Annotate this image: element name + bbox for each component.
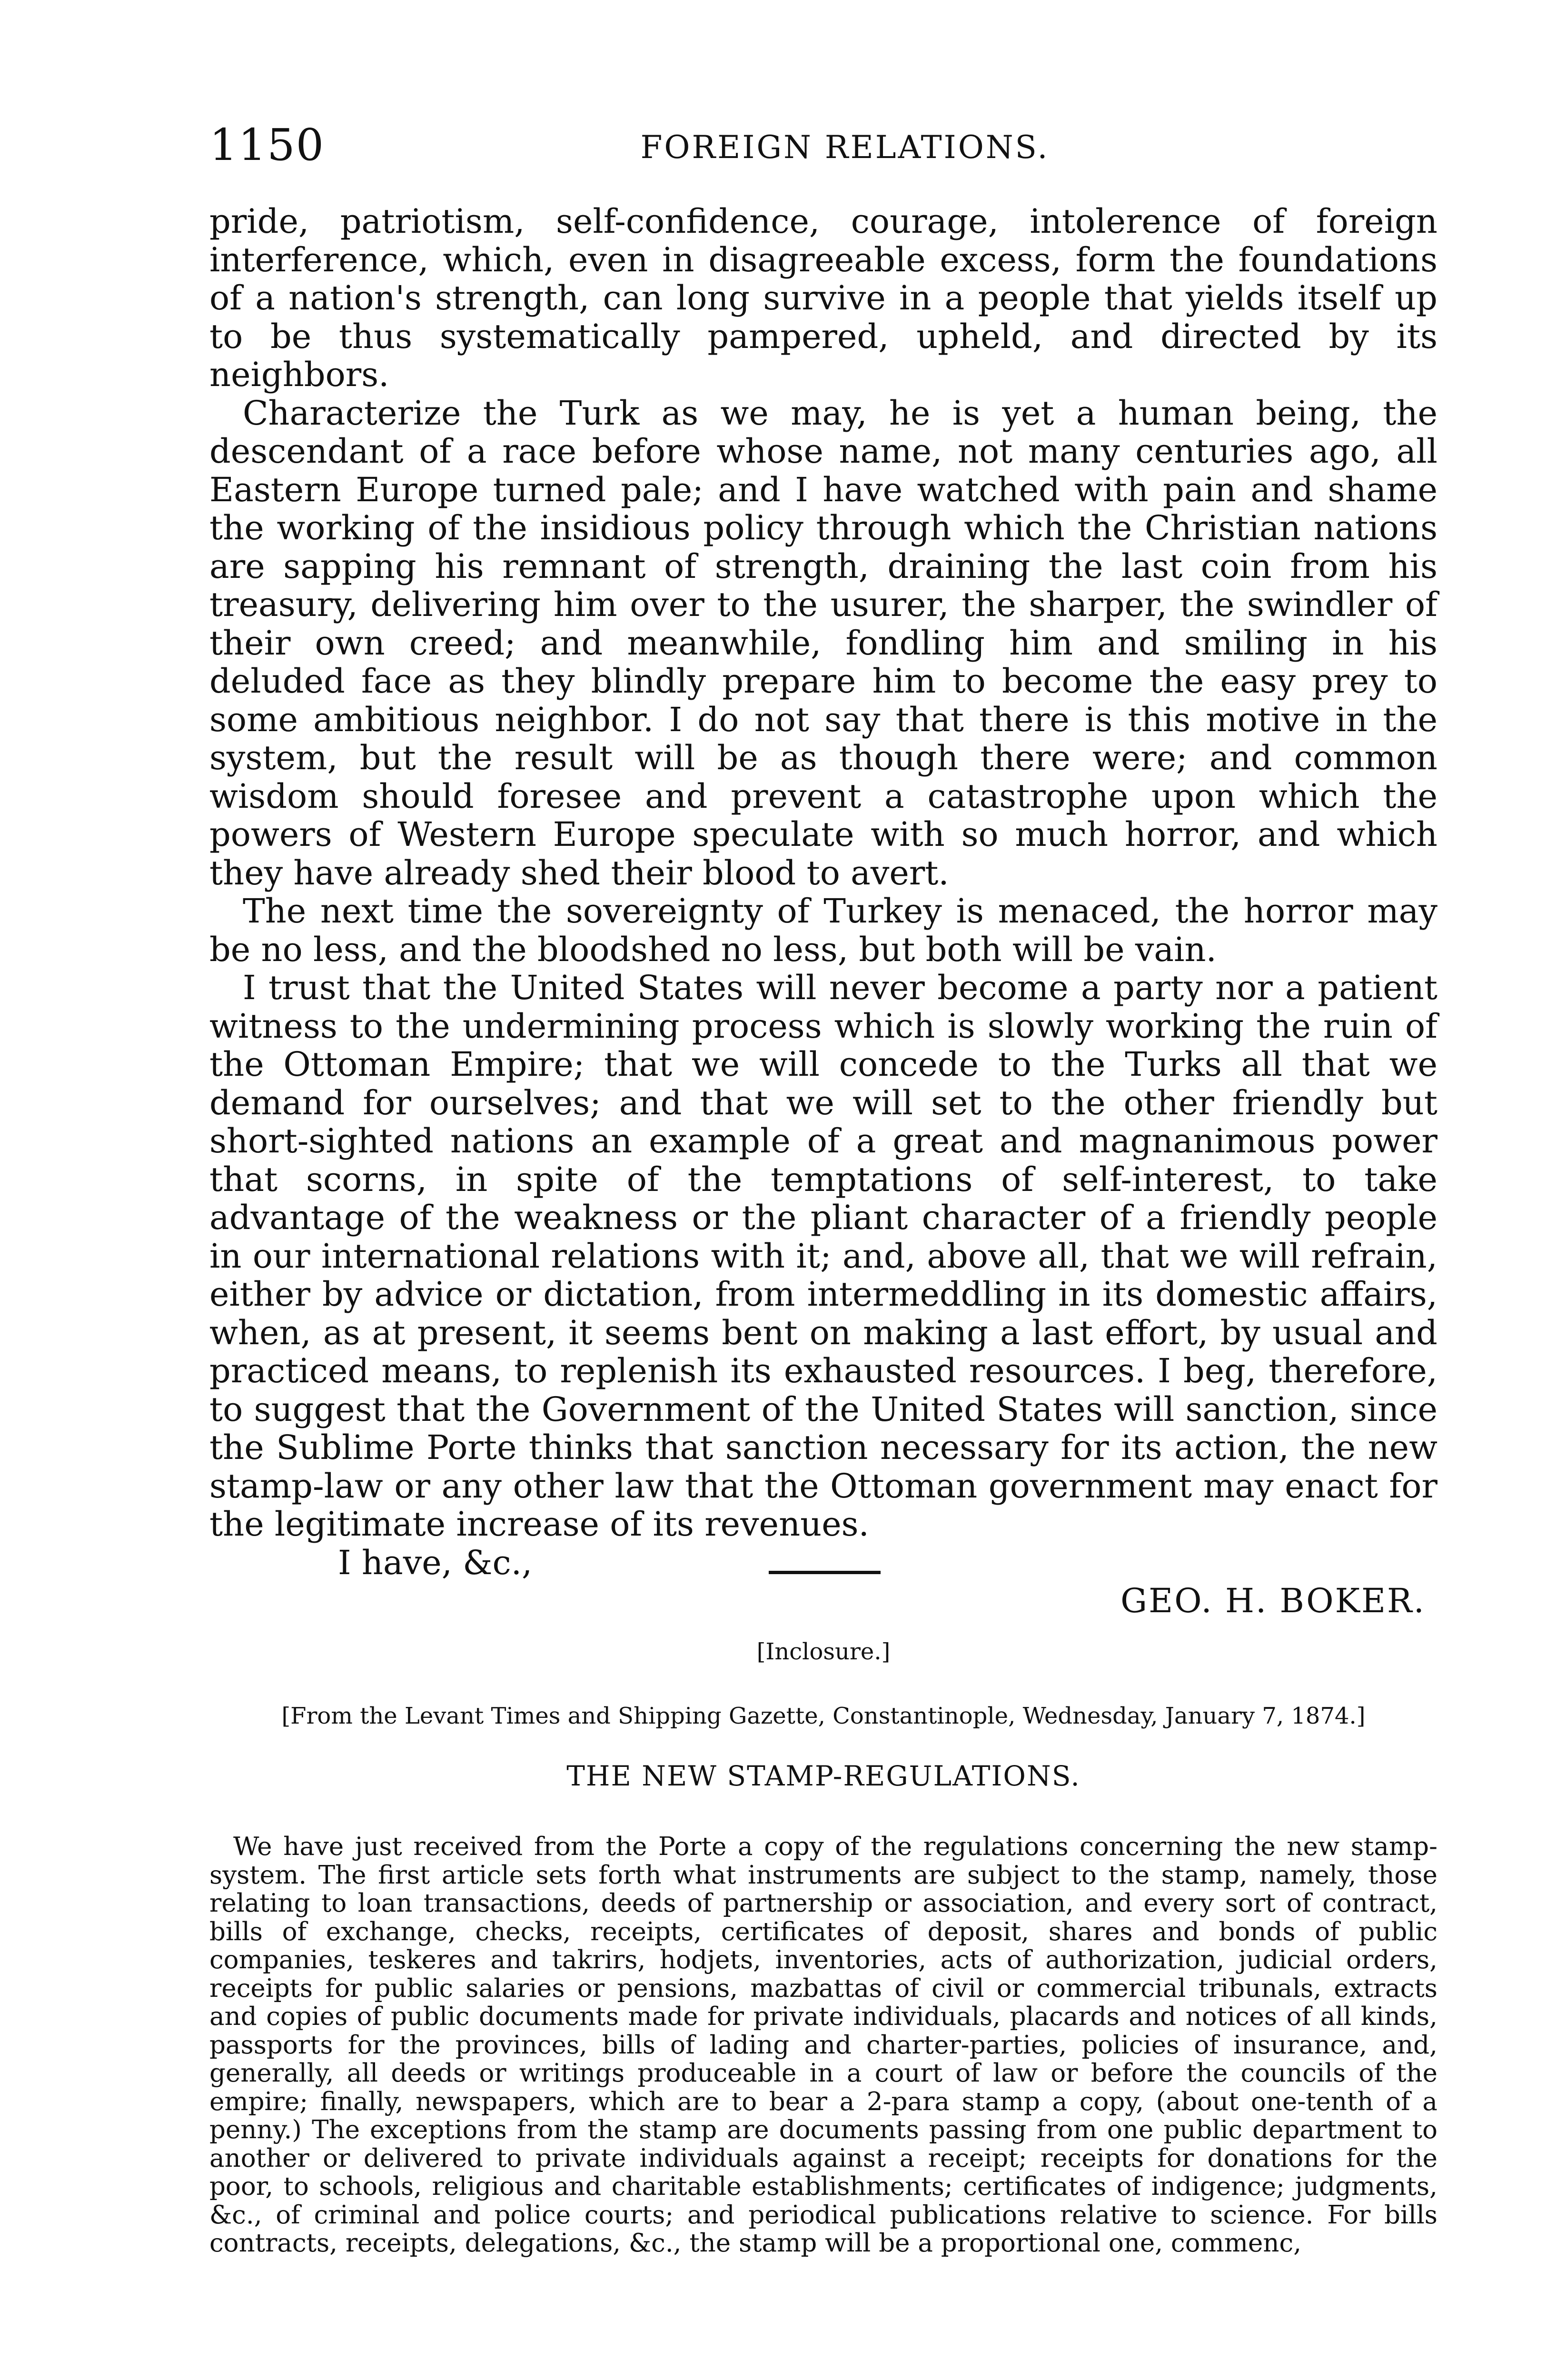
article-title: THE NEW STAMP-REGULATIONS.: [566, 1760, 1080, 1792]
letter-paragraph: pride, patriotism, self-confidence, courage, intolerence of foreign interference, which, even in disagreeable excess, form the foundations of a nation's strength, can long survive in a people that yields itself up to be thus systematically pampered, upheld, and directed by its neighbors.: [209, 202, 1437, 394]
page-number: 1150: [209, 119, 325, 170]
letter-closing: I have, &c.,: [338, 1543, 533, 1582]
inclosure-source: [From the Levant Times and Shipping Gazette, Constantinople, Wednesday, January 7, 1874.]: [281, 1703, 1366, 1729]
article-body: [209, 1833, 1437, 2258]
inclosure-label: [Inclosure.]: [756, 1638, 891, 1665]
letter-paragraph: I trust that the United States will never become a party nor a patient witness to the undermining process which is slowly working the ruin of the Ottoman Empire; that we will concede to the Turks all that we demand for ourselves; and that we will set to the other friendly but short-sighted nations an example of a great and magnanimous power that scorns, in spite of the temptations of self-interest, to take advantage of the weakness or the pliant character of a friendly people in our international relations with it; and, above all, that we will refrain, either by advice or dictation, from intermeddling in its domestic affairs, when, as at present, it seems bent on making a last effort, by usual and practiced means, to replenish its exhausted resources. I beg, therefore, to suggest that the Government of the United States will sanction, since the Sublime Porte thinks that sanction necessary for its action, the new stamp-law or any other law that the Ottoman government may enact for the legitimate increase of its revenues.: [209, 968, 1437, 1544]
article-paragraph: We have just received from the Porte a copy of the regulations concerning the new stamp-system. The first article sets forth what instruments are subject to the stamp, namely, those relating to loan transactions, deeds of partnership or association, and every sort of contract, bills of exchange, checks, receipts, certificates of deposit, shares and bonds of public companies, teskeres and takrirs, hodjets, inventories, acts of authorization, judicial orders, receipts for public salaries or pensions, mazbattas of civil or commercial tribunals, extracts and copies of public documents made for private individuals, placards and notices of all kinds, passports for the provinces, bills of lading and charter-parties, policies of insurance, and, generally, all deeds or writings produceable in a court of law or before the councils of the empire; finally, newspapers, which are to bear a 2-para stamp a copy, (about one-tenth of a penny.) The exceptions from the stamp are documents passing from one public department to another or delivered to private individuals against a receipt; receipts for donations for the poor, to schools, religious and charitable establishments; certificates of indigence; judgments, &c., of criminal and police courts; and periodical publications relative to science. For bills contracts, receipts, delegations, &c., the stamp will be a proportional one, commenc,: [209, 1832, 1437, 2258]
letter-body: [209, 202, 1437, 1620]
page-header: [209, 119, 1437, 171]
section-divider: [769, 1571, 881, 1574]
letter-paragraph: Characterize the Turk as we may, he is yet a human being, the descendant of a race before whose name, not many centuries ago, all Eastern Europe turned pale; and I have watched with pain and shame the working of the insidious policy through which the Christian nations are sapping his remnant of strength, draining the last coin from his treasury, delivering him over to the usurer, the sharper, the swindler of their own creed; and meanwhile, fondling him and smiling in his deluded face as they blindly prepare him to become the easy prey to some ambitious neighbor. I do not say that there is this motive in the system, but the result will be as though there were; and common wisdom should foresee and prevent a catastrophe upon which the powers of Western Europe speculate with so much horror, and which they have already shed their blood to avert.: [209, 393, 1437, 892]
running-head: FOREIGN RELATIONS.: [640, 129, 1050, 166]
letter-signature: GEO. H. BOKER.: [1120, 1581, 1426, 1620]
letter-paragraph: The next time the sovereignty of Turkey is menaced, the horror may be no less, and the bloodshed no less, but both will be vain.: [209, 892, 1437, 969]
